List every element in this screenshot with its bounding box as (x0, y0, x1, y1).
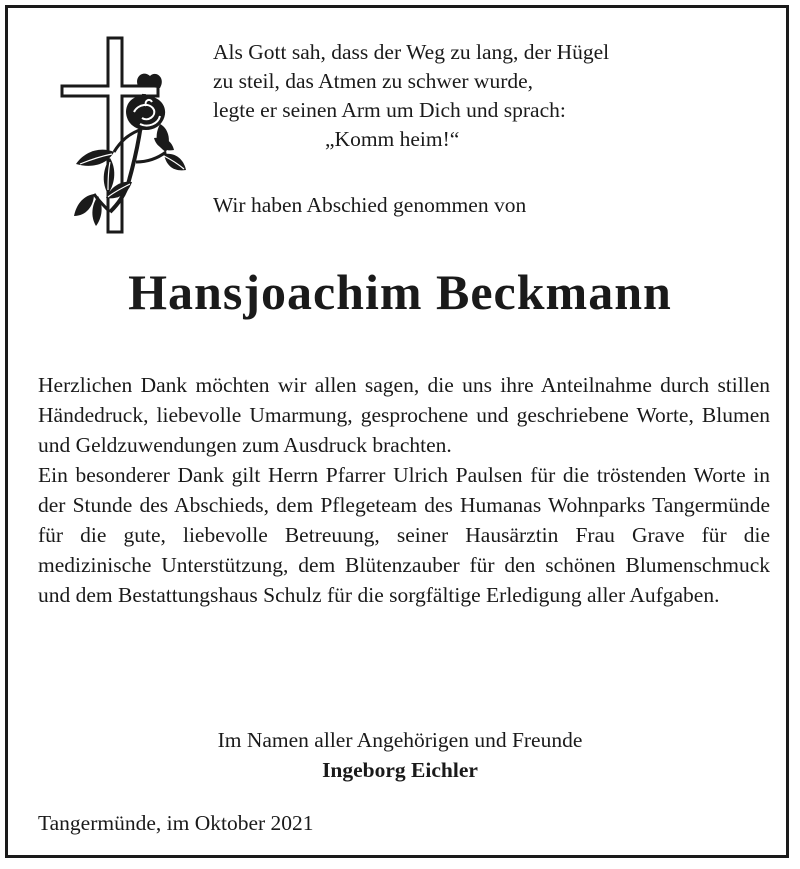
on-behalf-line: Im Namen aller Angehörigen und Freunde (217, 728, 583, 752)
verse-line: zu steil, das Atmen zu schwer wurde, (213, 69, 534, 93)
verse-line: Als Gott sah, dass der Weg zu lang, der Hügel (213, 40, 610, 64)
verse-line: legte er seinen Arm um Dich und sprach: (213, 98, 566, 122)
deceased-name: Hansjoachim Beckmann (128, 264, 672, 320)
verse-quote: „Komm heim!“ (325, 127, 460, 151)
place-date: Tangermünde, im Oktober 2021 (38, 811, 314, 835)
thanks-paragraph: Herzlichen Dank möchten wir allen sagen, die uns ihre Anteilnahme durch stillen Händedruck, liebevolle Umarmung, gesprochene und geschriebene Worte, Blumen und Geldzuwendungen zum Ausdruck brachten. (38, 373, 770, 457)
cross-with-rose-icon (58, 34, 188, 239)
closing-signature (8, 725, 792, 785)
signer-name: Ingeborg Eichler (322, 758, 478, 782)
thanks-text (38, 370, 770, 610)
memorial-verse (213, 38, 609, 154)
farewell-intro: Wir haben Abschied genommen von (213, 193, 527, 217)
thanks-paragraph: Ein besonderer Dank gilt Herrn Pfarrer Ulrich Paulsen für die tröstenden Worte in der Stunde des Abschieds, dem Pflegeteam des Humanas Wohnparks Tangermünde für die gute, liebevolle Betreuung, seiner Hausärztin Frau Grave für die medizinische Unterstützung, dem Blütenzauber für den schönen Blumenschmuck und dem Bestattungshaus Schulz für die sorgfältige Erledigung aller Aufgaben. (38, 463, 770, 607)
obituary-notice (5, 5, 789, 858)
